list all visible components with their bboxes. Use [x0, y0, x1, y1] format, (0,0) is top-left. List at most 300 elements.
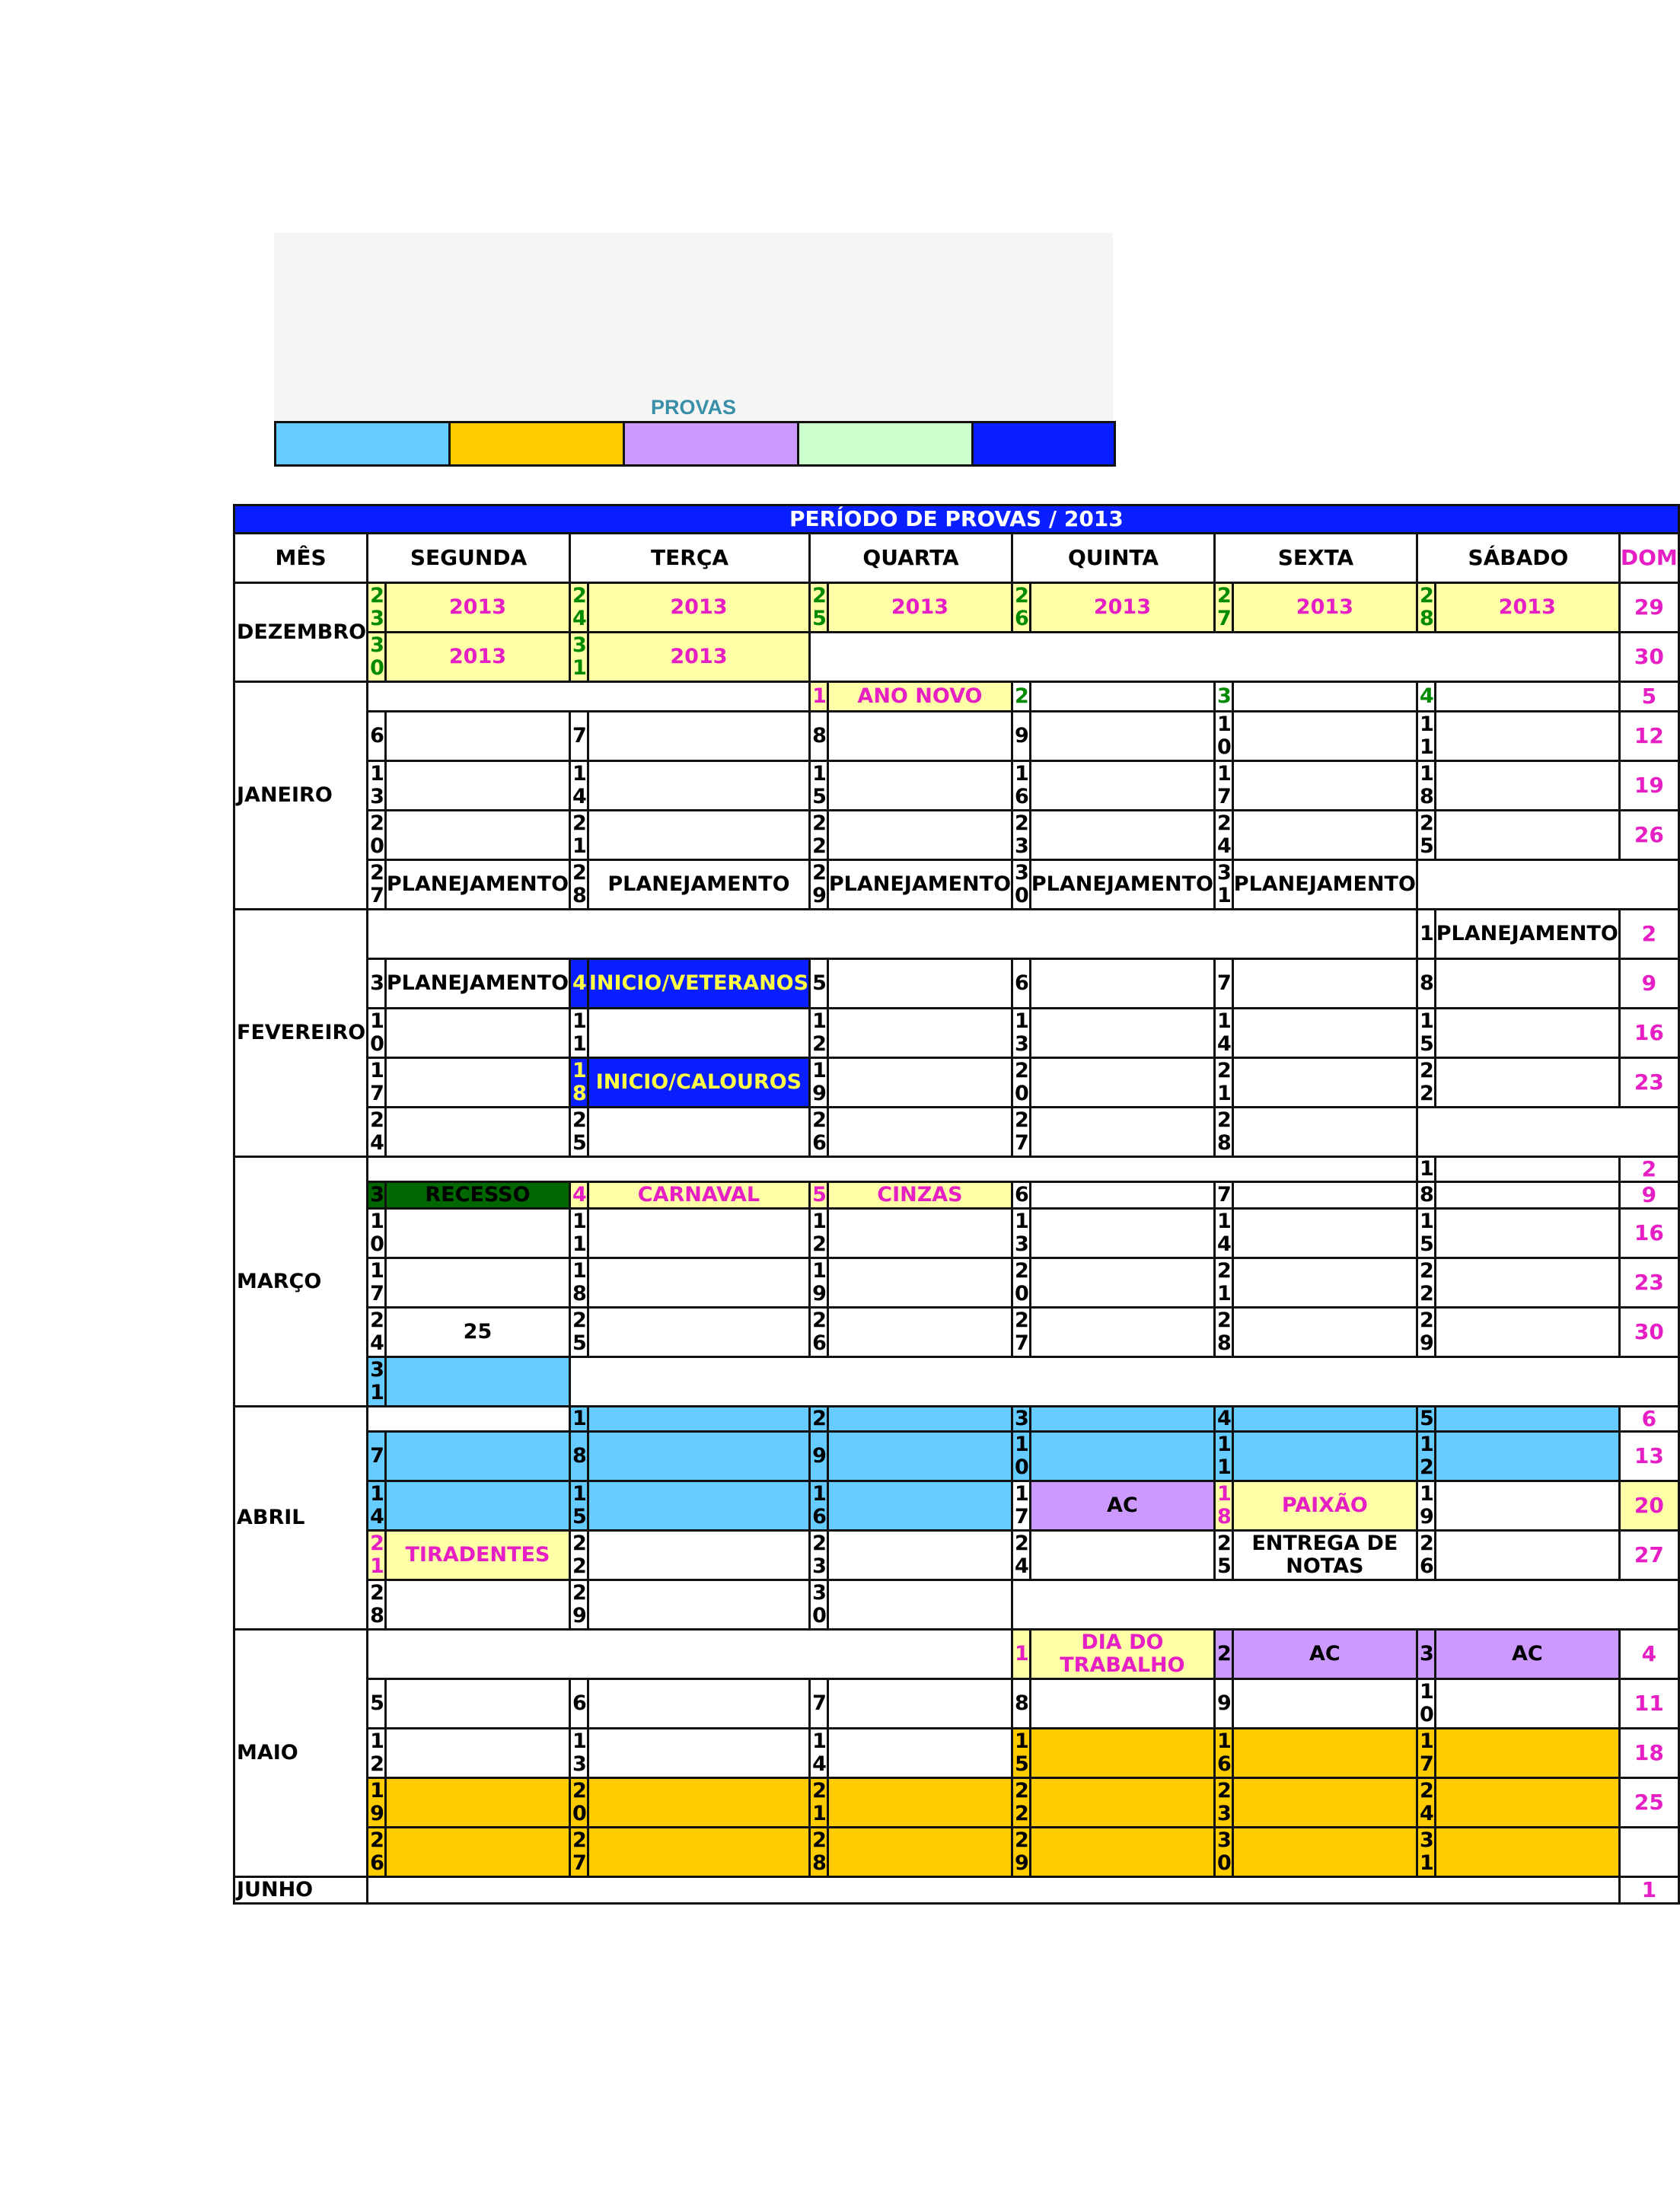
day-number: 16: [1012, 761, 1031, 811]
empty-cell: [1435, 811, 1619, 860]
day-number: 6: [1012, 959, 1031, 1009]
event-planejamento: PLANEJAMENTO: [385, 860, 569, 910]
day-number: 5: [1417, 1407, 1435, 1432]
exam-cell: [385, 1481, 569, 1531]
holiday-paixao: PAIXÃO: [1232, 1481, 1417, 1531]
event-planejamento: PLANEJAMENTO: [385, 959, 569, 1009]
day-number: 11: [1417, 712, 1435, 761]
header-tuesday: TERÇA: [570, 534, 810, 583]
empty-cell: [810, 633, 1620, 682]
day-number: 29: [1012, 1828, 1031, 1877]
holiday-dia-trabalho: DIA DO TRABALHO: [1030, 1630, 1214, 1679]
sunday-number: 27: [1619, 1531, 1678, 1580]
empty-cell: [588, 1209, 809, 1258]
day-number: 3: [1012, 1407, 1031, 1432]
empty-cell: [1417, 860, 1678, 910]
empty-cell: [1435, 1679, 1619, 1729]
exam-calendar-table: [233, 504, 1680, 1905]
day-number: 11: [570, 1009, 588, 1058]
empty-cell: [1435, 1308, 1619, 1357]
empty-cell: [588, 1729, 809, 1778]
event-planejamento: PLANEJAMENTO: [827, 860, 1012, 910]
day-number: 30: [810, 1580, 828, 1630]
day-number: 12: [810, 1209, 828, 1258]
exam-cell: [1030, 1778, 1214, 1828]
empty-cell: [1030, 811, 1214, 860]
empty-cell: [588, 1108, 809, 1157]
exam-cell: [827, 1481, 1012, 1531]
empty-cell: [1232, 1209, 1417, 1258]
empty-cell: [385, 1258, 569, 1308]
empty-cell: [588, 1308, 809, 1357]
day-number: 19: [1417, 1481, 1435, 1531]
empty-cell: [1030, 761, 1214, 811]
exam-cell: [1435, 1407, 1619, 1432]
day-number: 28: [1214, 1108, 1232, 1157]
day-number: 18: [1417, 761, 1435, 811]
holiday-ano-novo: ANO NOVO: [827, 682, 1012, 712]
exam-cell: [385, 1828, 569, 1877]
legend-swatch-bar: [274, 421, 1116, 467]
empty-cell: [1030, 1679, 1214, 1729]
day-number: 10: [1012, 1432, 1031, 1481]
day-number: 10: [368, 1009, 386, 1058]
day-number: 7: [1214, 959, 1232, 1009]
sunday-number: 26: [1619, 811, 1678, 860]
sunday-number: 25: [1619, 1778, 1678, 1828]
month-april: ABRIL: [234, 1407, 368, 1630]
sunday-number: 11: [1619, 1679, 1678, 1729]
day-number: 15: [570, 1481, 588, 1531]
day-number: 20: [1012, 1058, 1031, 1108]
day-number: 26: [368, 1828, 386, 1877]
day-number: 17: [1417, 1729, 1435, 1778]
event-ac: AC: [1435, 1630, 1619, 1679]
empty-cell: [588, 761, 809, 811]
month-february: FEVEREIRO: [234, 910, 368, 1157]
empty-cell: [1030, 712, 1214, 761]
day-number: 26: [1417, 1531, 1435, 1580]
exam-cell: [827, 1828, 1012, 1877]
day-number: 28: [368, 1580, 386, 1630]
exam-cell: [385, 1432, 569, 1481]
day-number: 27: [570, 1828, 588, 1877]
day-number: 18: [1214, 1481, 1232, 1531]
day-number: 5: [368, 1679, 386, 1729]
day-number: 4: [1214, 1407, 1232, 1432]
day-number: 31: [1417, 1828, 1435, 1877]
legend-swatch-3: [625, 423, 799, 464]
exam-cell: [1232, 1729, 1417, 1778]
day-number: 22: [1012, 1778, 1031, 1828]
empty-cell: [1030, 1531, 1214, 1580]
day-number: 14: [810, 1729, 828, 1778]
day-number: 23: [1214, 1778, 1232, 1828]
day-number: 7: [810, 1679, 828, 1729]
day-number: 18: [570, 1058, 588, 1108]
empty-cell: [1232, 682, 1417, 712]
day-number: 25: [1214, 1531, 1232, 1580]
legend-swatch-1: [276, 423, 451, 464]
day-number: 9: [1214, 1679, 1232, 1729]
empty-cell: [368, 910, 1417, 959]
day-number: 14: [368, 1481, 386, 1531]
calendar-title: PERÍODO DE PROVAS / 2013: [234, 505, 1679, 534]
day-number: 16: [1214, 1729, 1232, 1778]
event-ac: AC: [1030, 1481, 1214, 1531]
empty-cell: [1435, 1157, 1619, 1182]
empty-cell: [368, 1157, 1417, 1182]
month-january: JANEIRO: [234, 682, 368, 910]
empty-cell: [1232, 1108, 1417, 1157]
day-number: 4: [570, 959, 588, 1009]
day-number: 7: [570, 712, 588, 761]
day-number: 16: [810, 1481, 828, 1531]
empty-cell: [1435, 712, 1619, 761]
empty-cell: [827, 959, 1012, 1009]
exam-cell: [385, 1778, 569, 1828]
day-number: 28: [1417, 583, 1435, 633]
sunday-number: 30: [1619, 1308, 1678, 1357]
event-ac: AC: [1232, 1630, 1417, 1679]
day-number: 20: [1012, 1258, 1031, 1308]
day-number: 25: [570, 1308, 588, 1357]
empty-cell: [1435, 1481, 1619, 1531]
day-number: 1: [570, 1407, 588, 1432]
day-number: 19: [810, 1258, 828, 1308]
empty-cell: [1232, 1258, 1417, 1308]
sunday-number: 2: [1619, 1157, 1678, 1182]
sunday-number: 2: [1619, 910, 1678, 959]
exam-cell: [1435, 1432, 1619, 1481]
exam-cell: [588, 1828, 809, 1877]
day-number: 10: [1417, 1679, 1435, 1729]
day-number: 30: [368, 633, 386, 682]
empty-cell: [1435, 1058, 1619, 1108]
sunday-number: 20: [1619, 1481, 1678, 1531]
empty-cell: [1030, 682, 1214, 712]
sunday-number: 5: [1619, 682, 1678, 712]
day-event: 2013: [385, 583, 569, 633]
month-june: JUNHO: [234, 1877, 368, 1904]
sunday-number: 19: [1619, 761, 1678, 811]
empty-cell: [1030, 1308, 1214, 1357]
exam-cell: [1232, 1778, 1417, 1828]
day-event: 2013: [1232, 583, 1417, 633]
empty-cell: [1435, 1209, 1619, 1258]
day-number: 9: [810, 1432, 828, 1481]
day-number: 17: [368, 1258, 386, 1308]
header-saturday: SÁBADO: [1417, 534, 1619, 583]
day-number: 6: [368, 712, 386, 761]
month-december: DEZEMBRO: [234, 583, 368, 682]
day-number: 9: [1012, 712, 1031, 761]
empty-cell: [1030, 1009, 1214, 1058]
day-number: 24: [368, 1308, 386, 1357]
event-entrega-notas: ENTREGA DE NOTAS: [1232, 1531, 1417, 1580]
day-number: 1: [810, 682, 828, 712]
empty-cell: [1030, 1182, 1214, 1209]
day-event: 2013: [827, 583, 1012, 633]
empty-cell: [1232, 712, 1417, 761]
day-number: 30: [1012, 860, 1031, 910]
day-number: 22: [810, 811, 828, 860]
empty-cell: [385, 761, 569, 811]
exam-cell: [1435, 1729, 1619, 1778]
day-number: 8: [570, 1432, 588, 1481]
event-planejamento: PLANEJAMENTO: [588, 860, 809, 910]
day-number: 24: [570, 583, 588, 633]
empty-cell: [1012, 1580, 1679, 1630]
day-number: 2: [810, 1407, 828, 1432]
empty-cell: [1232, 1058, 1417, 1108]
day-number: 15: [1417, 1009, 1435, 1058]
empty-cell: [827, 1531, 1012, 1580]
day-number: 12: [810, 1009, 828, 1058]
empty-cell: [827, 1108, 1012, 1157]
empty-cell: [1030, 959, 1214, 1009]
empty-cell: [827, 1679, 1012, 1729]
day-number: 2: [1012, 682, 1031, 712]
empty-cell: [368, 682, 810, 712]
exam-cell: [1030, 1432, 1214, 1481]
day-number: 29: [1417, 1308, 1435, 1357]
exam-cell: [385, 1357, 569, 1407]
empty-cell: [1232, 811, 1417, 860]
day-number: 27: [1214, 583, 1232, 633]
day-number: 12: [368, 1729, 386, 1778]
day-number: 4: [1417, 682, 1435, 712]
exam-cell: [1030, 1407, 1214, 1432]
day-number: 13: [368, 761, 386, 811]
empty-cell: [827, 1258, 1012, 1308]
empty-cell: [1435, 1531, 1619, 1580]
empty-cell: [1232, 1308, 1417, 1357]
day-number: 8: [1012, 1679, 1031, 1729]
empty-cell: [827, 1308, 1012, 1357]
day-event: 2013: [1435, 583, 1619, 633]
empty-cell: [1619, 1828, 1678, 1877]
day-number: 20: [570, 1778, 588, 1828]
day-number: 27: [1012, 1108, 1031, 1157]
day-event: 2013: [588, 633, 809, 682]
legend-swatch-5: [974, 423, 1114, 464]
day-number: 13: [1012, 1009, 1031, 1058]
day-number: 22: [1417, 1058, 1435, 1108]
event-inicio-veteranos: INICIO/VETERANOS: [588, 959, 809, 1009]
day-number: 24: [1214, 811, 1232, 860]
day-number: 31: [368, 1357, 386, 1407]
day-number: 8: [1417, 1182, 1435, 1209]
day-number: 21: [1214, 1258, 1232, 1308]
day-number: 3: [1214, 682, 1232, 712]
day-event: 2013: [588, 583, 809, 633]
day-number: 13: [1012, 1209, 1031, 1258]
event-25: 25: [385, 1308, 569, 1357]
empty-cell: [1030, 1058, 1214, 1108]
exam-cell: [588, 1432, 809, 1481]
day-number: 21: [570, 811, 588, 860]
header-thursday: QUINTA: [1012, 534, 1215, 583]
event-planejamento: PLANEJAMENTO: [1232, 860, 1417, 910]
header-sunday: DOM: [1619, 534, 1678, 583]
day-number: 28: [1214, 1308, 1232, 1357]
day-number: 31: [1214, 860, 1232, 910]
empty-cell: [368, 1630, 1012, 1679]
day-number: 25: [1417, 811, 1435, 860]
day-number: 30: [1214, 1828, 1232, 1877]
day-number: 28: [570, 860, 588, 910]
empty-cell: [588, 712, 809, 761]
empty-cell: [827, 761, 1012, 811]
empty-cell: [1435, 1258, 1619, 1308]
day-number: 20: [368, 811, 386, 860]
day-number: 1: [1417, 1157, 1435, 1182]
empty-cell: [570, 1357, 1679, 1407]
empty-cell: [588, 1531, 809, 1580]
empty-cell: [385, 1580, 569, 1630]
header-friday: SEXTA: [1214, 534, 1417, 583]
day-number: 14: [570, 761, 588, 811]
day-number: 31: [570, 633, 588, 682]
empty-cell: [1232, 1679, 1417, 1729]
day-number: 13: [570, 1729, 588, 1778]
day-number: 19: [810, 1058, 828, 1108]
month-march: MARÇO: [234, 1157, 368, 1407]
day-number: 8: [810, 712, 828, 761]
day-number: 3: [1417, 1630, 1435, 1679]
day-number: 19: [368, 1778, 386, 1828]
header-wednesday: QUARTA: [810, 534, 1012, 583]
day-number: 17: [1012, 1481, 1031, 1531]
event-inicio-calouros: INICIO/CALOUROS: [588, 1058, 809, 1108]
empty-cell: [1232, 761, 1417, 811]
empty-cell: [1232, 1182, 1417, 1209]
day-event: 2013: [385, 633, 569, 682]
legend-swatch-4: [799, 423, 974, 464]
event-planejamento: PLANEJAMENTO: [1435, 910, 1619, 959]
empty-cell: [827, 1058, 1012, 1108]
day-number: 14: [1214, 1009, 1232, 1058]
exam-cell: [588, 1481, 809, 1531]
empty-cell: [1030, 1108, 1214, 1157]
day-number: 6: [1012, 1182, 1031, 1209]
day-number: 18: [570, 1258, 588, 1308]
sunday-number: 23: [1619, 1258, 1678, 1308]
day-number: 21: [810, 1778, 828, 1828]
day-number: 17: [1214, 761, 1232, 811]
empty-cell: [385, 811, 569, 860]
empty-cell: [385, 1679, 569, 1729]
empty-cell: [1435, 682, 1619, 712]
exam-cell: [1435, 1828, 1619, 1877]
exam-cell: [1030, 1828, 1214, 1877]
day-number: 11: [1214, 1432, 1232, 1481]
empty-cell: [368, 1877, 1620, 1904]
day-number: 10: [368, 1209, 386, 1258]
empty-cell: [588, 1679, 809, 1729]
day-number: 6: [570, 1679, 588, 1729]
empty-cell: [368, 1407, 570, 1432]
exam-cell: [1232, 1432, 1417, 1481]
day-number: 29: [570, 1580, 588, 1630]
header-monday: SEGUNDA: [368, 534, 570, 583]
exam-cell: [827, 1778, 1012, 1828]
day-number: 26: [810, 1108, 828, 1157]
legend-panel: [274, 233, 1113, 467]
sunday-number: 12: [1619, 712, 1678, 761]
exam-cell: [1232, 1828, 1417, 1877]
day-number: 27: [368, 860, 386, 910]
sunday-number: 6: [1619, 1407, 1678, 1432]
legend-title: PROVAS: [650, 396, 737, 419]
empty-cell: [1232, 959, 1417, 1009]
sunday-number: 29: [1619, 583, 1678, 633]
holiday-tiradentes: TIRADENTES: [385, 1531, 569, 1580]
empty-cell: [1030, 1209, 1214, 1258]
day-number: 4: [570, 1182, 588, 1209]
day-number: 3: [368, 959, 386, 1009]
day-number: 29: [810, 860, 828, 910]
empty-cell: [385, 1009, 569, 1058]
day-number: 2: [1214, 1630, 1232, 1679]
sunday-number: 16: [1619, 1009, 1678, 1058]
exam-cell: [1030, 1729, 1214, 1778]
month-may: MAIO: [234, 1630, 368, 1877]
day-event: 2013: [1030, 583, 1214, 633]
day-number: 24: [368, 1108, 386, 1157]
empty-cell: [588, 1580, 809, 1630]
empty-cell: [827, 1729, 1012, 1778]
sunday-number: 18: [1619, 1729, 1678, 1778]
sunday-number: 1: [1619, 1877, 1678, 1904]
exam-cell: [588, 1778, 809, 1828]
legend-swatch-2: [451, 423, 625, 464]
day-number: 21: [1214, 1058, 1232, 1108]
empty-cell: [827, 1580, 1012, 1630]
day-number: 14: [1214, 1209, 1232, 1258]
day-number: 24: [1417, 1778, 1435, 1828]
day-number: 1: [1012, 1630, 1031, 1679]
day-number: 22: [570, 1531, 588, 1580]
day-number: 23: [1012, 811, 1031, 860]
day-number: 7: [1214, 1182, 1232, 1209]
sunday-number: 9: [1619, 1182, 1678, 1209]
day-number: 27: [1012, 1308, 1031, 1357]
exam-cell: [588, 1407, 809, 1432]
empty-cell: [827, 1009, 1012, 1058]
day-number: 15: [1417, 1209, 1435, 1258]
exam-cell: [827, 1432, 1012, 1481]
day-number: 23: [368, 583, 386, 633]
exam-cell: [1435, 1778, 1619, 1828]
empty-cell: [1435, 761, 1619, 811]
event-planejamento: PLANEJAMENTO: [1030, 860, 1214, 910]
empty-cell: [588, 1258, 809, 1308]
day-number: 10: [1214, 712, 1232, 761]
day-number: 25: [570, 1108, 588, 1157]
exam-cell: [827, 1407, 1012, 1432]
empty-cell: [385, 712, 569, 761]
sunday-number: 16: [1619, 1209, 1678, 1258]
day-number: 15: [1012, 1729, 1031, 1778]
empty-cell: [1435, 959, 1619, 1009]
holiday-cinzas: CINZAS: [827, 1182, 1012, 1209]
day-number: 3: [368, 1182, 386, 1209]
empty-cell: [1232, 1009, 1417, 1058]
day-number: 26: [1012, 583, 1031, 633]
empty-cell: [1435, 1009, 1619, 1058]
